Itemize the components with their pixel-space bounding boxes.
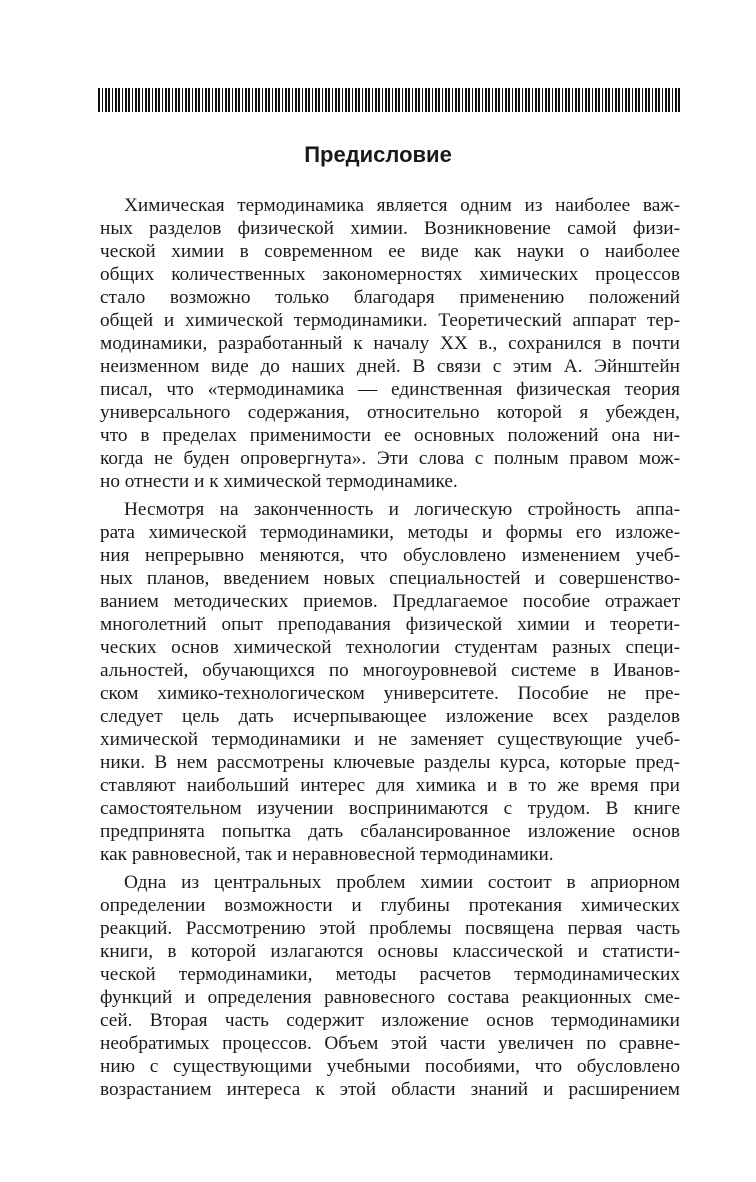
text-line: универсального содержания, относительно которой я убежден, <box>100 402 680 423</box>
text-line: ванием методических приемов. Предлагаемое пособие отражает <box>100 591 680 612</box>
text-line: Одна из центральных проблем химии состоит в априорном <box>124 872 680 893</box>
text-line: как равновесной, так и неравновесной термодинамики. <box>100 844 554 865</box>
text-line: ния непрерывно меняются, что обусловлено изменением учеб- <box>100 545 680 566</box>
text-line: писал, что «термодинамика — единственная физическая теория <box>100 379 680 400</box>
text-line: ных разделов физической химии. Возникновение самой физи- <box>100 218 680 239</box>
text-line: общих количественных закономерностях химических процессов <box>100 264 680 285</box>
body-text <box>100 194 680 1106</box>
text-line: ческих основ химической технологии студентам разных специ- <box>100 637 680 658</box>
text-line: что в пределах применимости ее основных положений она ни- <box>100 425 680 446</box>
text-line: ных планов, введением новых специальностей и совершенство- <box>100 568 680 589</box>
text-line: общей и химической термодинамики. Теоретический аппарат тер- <box>100 310 680 331</box>
text-line: многолетний опыт преподавания физической химии и теорети- <box>100 614 680 635</box>
text-line: Несмотря на законченность и логическую стройность аппа- <box>124 499 680 520</box>
text-line: следует цель дать исчерпывающее изложение всех разделов <box>100 706 680 727</box>
paragraph <box>100 498 680 866</box>
text-line: сей. Вторая часть содержит изложение основ термодинамики <box>100 1010 680 1031</box>
text-line: функций и определения равновесного состава реакционных сме- <box>100 987 680 1008</box>
page-title: Предисловие <box>304 142 452 167</box>
text-line: книги, в которой излагаются основы классической и статисти- <box>100 941 680 962</box>
text-line: но отнести и к химической термодинамике. <box>100 471 458 492</box>
text-line: рата химической термодинамики, методы и формы его изложе- <box>100 522 680 543</box>
text-line: ческой химии в современном ее виде как науки о наиболее <box>100 241 680 262</box>
text-line: ческой термодинамики, методы расчетов термодинамических <box>100 964 680 985</box>
text-line: Химическая термодинамика является одним из наиболее важ- <box>124 195 680 216</box>
text-line: необратимых процессов. Объем этой части увеличен по сравне- <box>100 1033 680 1054</box>
text-line: предпринята попытка дать сбалансированное изложение основ <box>100 821 680 842</box>
text-line: ставляют наибольший интерес для химика и в то же время при <box>100 775 680 796</box>
text-line: определении возможности и глубины протекания химических <box>100 895 680 916</box>
text-line: реакций. Рассмотрению этой проблемы посвящена первая часть <box>100 918 680 939</box>
paragraph <box>100 871 680 1101</box>
text-line: стало возможно только благодаря применению положений <box>100 287 680 308</box>
text-line: модинамики, разработанный к началу XX в., сохранился в почти <box>100 333 680 354</box>
text-line: ники. В нем рассмотрены ключевые разделы курса, которые пред- <box>100 752 680 773</box>
paragraph <box>100 194 680 493</box>
text-line: альностей, обучающихся по многоуровневой системе в Иванов- <box>100 660 680 681</box>
text-line: неизменном виде до наших дней. В связи с этим А. Эйнштейн <box>100 356 680 377</box>
text-line: химической термодинамики и не заменяет существующие учеб- <box>100 729 680 750</box>
text-line: ском химико-технологическом университете. Пособие не пре- <box>100 683 680 704</box>
decorative-header-bar <box>98 88 682 112</box>
text-line: когда не буден опровергнута». Эти слова с полным правом мож- <box>100 448 680 469</box>
text-line: нию с существующими учебными пособиями, что обусловлено <box>100 1056 680 1077</box>
text-line: самостоятельном изучении воспринимаются с трудом. В книге <box>100 798 680 819</box>
text-line: возрастанием интереса к этой области знаний и расширением <box>100 1079 680 1100</box>
